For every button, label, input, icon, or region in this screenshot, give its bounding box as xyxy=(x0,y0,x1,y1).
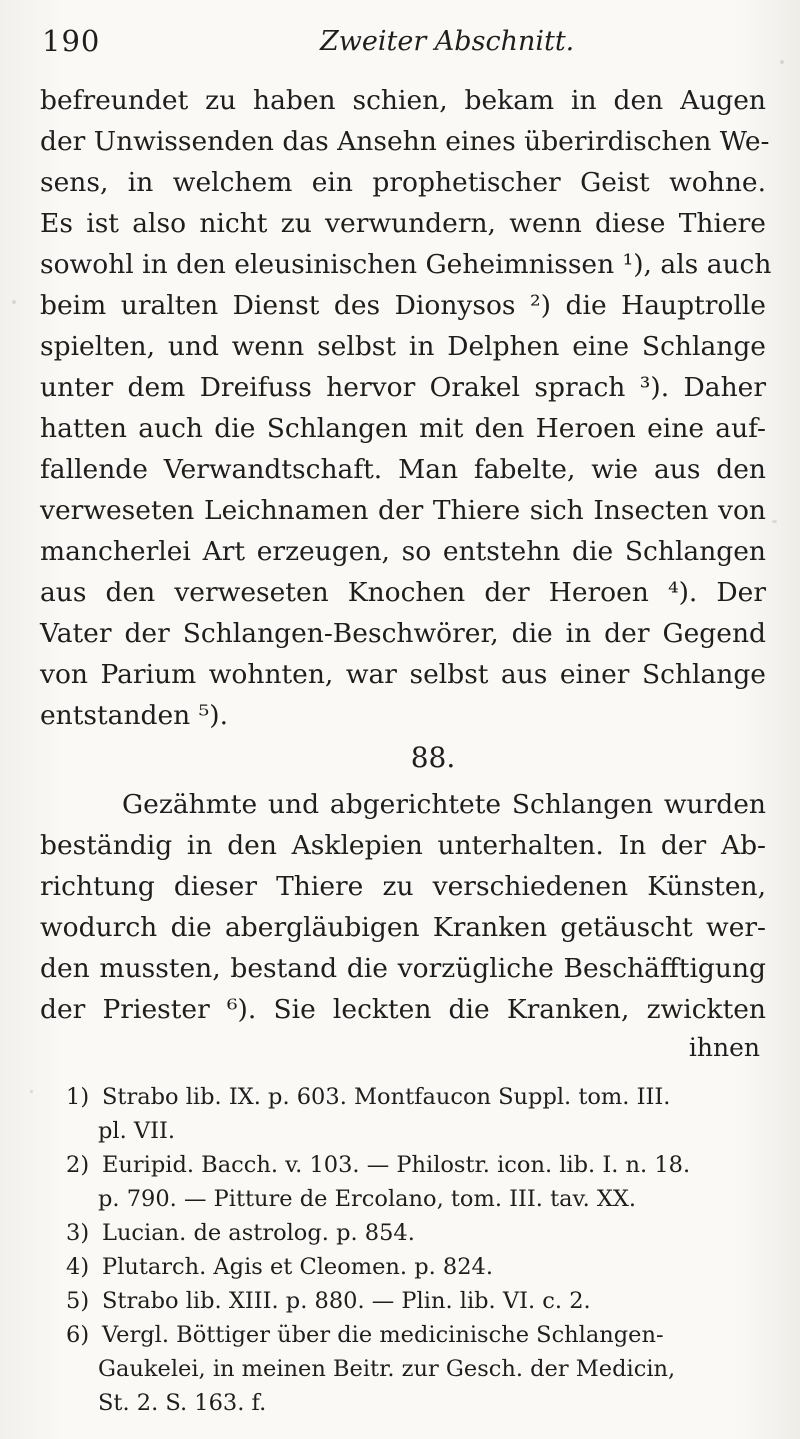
section-text-line: wodurch die abergläubigen Kranken getäuscht wer- xyxy=(40,912,766,943)
footnote-text: Lucian. de astrolog. p. 854. xyxy=(102,1220,415,1246)
text-line: verweseten Leichnamen der Thiere sich Insecten von xyxy=(40,495,766,526)
text-line: unter dem Dreifuss hervor Orakel sprach ³). Daher xyxy=(40,372,766,403)
section-number: 88. xyxy=(410,741,456,774)
text-line: entstanden ⁵). xyxy=(40,700,229,731)
footnote-text: Euripid. Bacch. v. 103. — Philostr. icon. lib. I. n. 18. xyxy=(102,1152,691,1178)
footnote xyxy=(66,1080,766,1148)
main-text xyxy=(40,80,772,1070)
section-text-line: richtung dieser Thiere zu verschiedenen Künsten, xyxy=(40,871,766,902)
footnote xyxy=(66,1318,766,1420)
page-number: 190 xyxy=(42,24,101,58)
text-line: sens, in welchem ein prophetischer Geist wohne. xyxy=(40,167,766,198)
footnote-number: 4) xyxy=(66,1254,90,1280)
paper-speck xyxy=(772,520,777,523)
footnote xyxy=(66,1216,766,1250)
paper-speck xyxy=(12,300,16,304)
text-line: Es ist also nicht zu verwundern, wenn diese Thiere xyxy=(40,208,766,239)
footnote xyxy=(66,1250,766,1284)
footnote-number: 3) xyxy=(66,1220,90,1246)
paper-speck xyxy=(780,60,784,64)
footnote xyxy=(66,1284,766,1318)
footnote xyxy=(66,1148,766,1216)
footnote-number: 2) xyxy=(66,1152,90,1178)
section-text-line: der Priester ⁶). Sie leckten die Kranken, zwickten xyxy=(40,994,766,1025)
text-line: der Unwissenden das Ansehn eines überirdischen We- xyxy=(40,126,770,157)
footnote-text: Strabo lib. XIII. p. 880. — Plin. lib. VI. c. 2. xyxy=(102,1288,591,1314)
footnote-text: Strabo lib. IX. p. 603. Montfaucon Suppl. tom. III. xyxy=(102,1084,671,1110)
footnote-text: Gaukelei, in meinen Beitr. zur Gesch. der Medicin, xyxy=(98,1356,676,1382)
footnote-number: 6) xyxy=(66,1322,90,1348)
footnote-text: Plutarch. Agis et Cleomen. p. 824. xyxy=(102,1254,494,1280)
section-text-line: Gezähmte und abgerichtete Schlangen wurden xyxy=(122,789,766,820)
text-line: spielten, und wenn selbst in Delphen eine Schlange xyxy=(40,331,766,362)
text-line: von Parium wohnten, war selbst aus einer Schlange xyxy=(40,659,766,690)
section-text-line: den mussten, bestand die vorzügliche Beschäfftigung xyxy=(40,953,766,984)
footnote-text: p. 790. — Pitture de Ercolano, tom. III. tav. XX. xyxy=(98,1186,637,1212)
running-head: Zweiter Abschnitt. xyxy=(320,26,575,57)
text-line: Vater der Schlangen-Beschwörer, die in der Gegend xyxy=(40,618,766,649)
text-line: fallende Verwandtschaft. Man fabelte, wie aus den xyxy=(40,454,766,485)
paper-speck xyxy=(30,1090,33,1093)
footnote-number: 1) xyxy=(66,1084,90,1110)
footnotes xyxy=(66,1080,766,1420)
text-line: mancherlei Art erzeugen, so entstehn die Schlangen xyxy=(40,536,766,567)
catchword: ihnen xyxy=(688,1033,760,1062)
footnote-text: pl. VII. xyxy=(98,1118,176,1144)
text-line: aus den verweseten Knochen der Heroen ⁴). Der xyxy=(40,577,766,608)
footnote-text: Vergl. Böttiger über die medicinische Schlangen- xyxy=(102,1322,664,1348)
footnote-text: St. 2. S. 163. f. xyxy=(98,1390,267,1416)
section-text-line: beständig in den Asklepien unterhalten. In der Ab- xyxy=(40,830,766,861)
text-line: sowohl in den eleusinischen Geheimnissen ¹), als auch xyxy=(40,249,772,280)
text-line: befreundet zu haben schien, bekam in den Augen xyxy=(40,85,766,116)
footnote-number: 5) xyxy=(66,1288,90,1314)
page-header xyxy=(40,22,760,72)
text-line: hatten auch die Schlangen mit den Heroen eine auf- xyxy=(40,413,766,444)
text-line: beim uralten Dienst des Dionysos ²) die Hauptrolle xyxy=(40,290,766,321)
